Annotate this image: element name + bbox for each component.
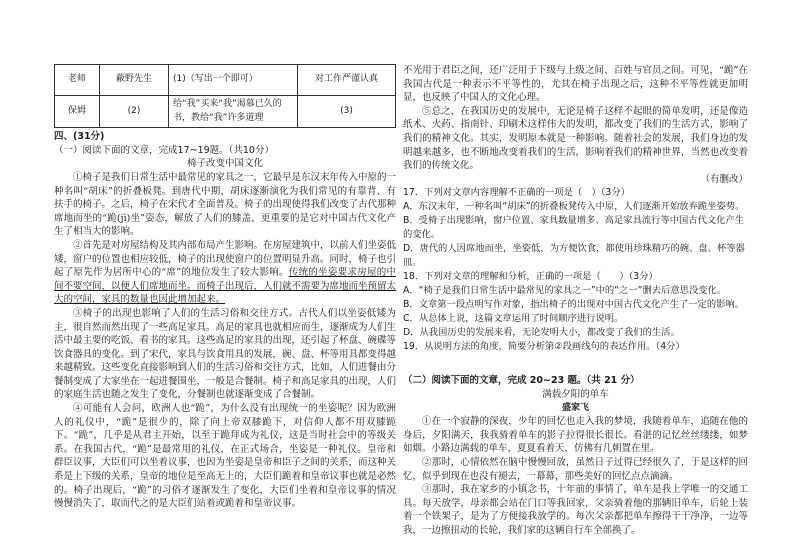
paragraph: ①在一个寂静的深夜，少年的回忆也走入我的梦境，我随着单车，追随在他的身后，夕阳满天，我我骑着单车的影子拉得很长很长。看湛的记忆丝丝缕缕，如梦如烟。小路边满载的单车，夏夏看着天，仿佛有几朝置在里。: [403, 416, 748, 455]
article-title: 椅子改变中国文化: [186, 158, 263, 170]
source-note: （有删改）: [700, 173, 748, 185]
table-cell: (3): [298, 96, 396, 128]
question: 19．从说明方法的角度，简要分析第②段画线句的表达作用。（4分）: [403, 341, 685, 353]
left-column: [54, 64, 396, 511]
section-heading: 四、(31分): [54, 131, 105, 143]
underlined-sentence: 传统的坐姿要求房屋的中间不要空间，以便人们席地而坐。而椅子出现后，人们就不需要为席地而坐预留太大的空间，家具的数量也因此增加起来。: [54, 267, 397, 306]
table-cell: 保姆: [55, 96, 100, 128]
table-cell: 老师: [55, 65, 100, 96]
paragraph-text: ②首先是对房屋结构及其内部布局产生影响。在房屋建筑中，以前人们坐姿低矮，窗户的位置也相应较低，椅子的出现使窗户的位置明显升高。同时，椅子也引起了原先作为居所中心的“席”的地位发生了较大影响。: [54, 239, 397, 279]
option: C．从总体上说，这篇文章运用了时间顺序进行说明。: [403, 313, 624, 325]
option: B．受椅子出现影响，窗户位置、家具数量增多、高足家具流行等中国古代文化产生的变化。: [403, 215, 745, 241]
table-cell: (1)（写出一个即可）: [169, 65, 298, 96]
option: D．唐代的人因席地而坐，坐姿低，为方便饮食，都使用珍珠精巧的碗、盘、杯等器皿。: [403, 243, 745, 269]
paragraph: ④可能有人会问，欧洲人也“跪”，为什么没有出现统一的坐姿呢？因为欧洲人的礼仪中，“跪”是很少的，除了向上帝双膝跪下，对信仰人都不用双膝跪下。“跪”，几乎是从君主开始，以至于跪拜成为礼仪，这是当时社会中的等级关系。在我国古代，“跪”是最常用的礼仪，在正式场合，坐姿是一种礼仪。皇帝和群臣议事，大臣们可以坐着议事，也因为坐姿是皇帝和臣子之间的关系，而这种关系是上下级的关系，皇帝的地位是至高无上的，大臣们跪着和皇帝议事也就是必然的。椅子出现后，“跪”的习俗才逐渐发生了变化，大臣们坐着和皇帝议事的情况慢慢消失了，取而代之的是大臣们站着或跪着和皇帝议事。: [54, 403, 397, 510]
character-table: [54, 64, 396, 128]
table-cell: (2): [100, 96, 169, 128]
table-row: [55, 65, 396, 96]
paragraph: [54, 239, 396, 307]
article-author: 盛家飞: [561, 402, 589, 413]
option: D．从我国历史的发展来看，无论发明大小，都改变了我们的生活。: [403, 327, 680, 339]
reading-intro: （二）阅读下面的文章，完成 20~23 题。（共 21 分）: [403, 375, 640, 387]
option: B．文章第一段点明写作对象，指出椅子的出现对中国古代文化产生了一定的影响。: [403, 299, 745, 311]
table-cell: 对工作严谨认真: [298, 65, 396, 96]
paragraph: ①椅子是我们日常生活中最常见的家具之一，它最早是东汉末年传入中原的一种名叫“胡床”的折叠板凳。到唐代中期，胡床逐渐演化为我们常见的有靠背、有扶手的椅子。之后，椅子在宋代才全面普及。椅子的出现使得我们改变了古代那种席地而坐的“跪(jì)坐”姿态，解放了人们的膝盖，更重要的是它对中国古代文化产生了相当大的影响。: [54, 171, 397, 238]
paragraph: ②那时，心情依然在脑中慢慢回放，虽然日子过得已经很久了，于是这样的回忆，似乎到现在也没有褪去，一幕幕，那些美好的回忆点点滴滴。: [403, 456, 748, 482]
option: A．“椅子是我们日常生活中最常见的家具之一”中的“之一”删去后意思没变化。: [403, 285, 727, 297]
table-cell: 给“我”买来“我”渴慕已久的书，教给“我”许多道理: [169, 96, 298, 128]
article-title: 满载夕阳的单车: [542, 388, 609, 400]
option: A．东汉末年，一种名叫“胡床”的折叠板凳传入中原，人们逐渐开始放弃跪坐姿势。: [403, 201, 745, 213]
right-column: [403, 64, 748, 537]
paragraph: 不光用于君臣之间，还广泛用于下级与上级之间、百姓与官员之间。可见，“跪”在我国古代是一种表示不平等性的，尤其在椅子出现之后，这种不平等性就更加明显，也反映了中国人的文化心理。: [403, 65, 748, 104]
table-row: [55, 96, 396, 128]
question: 18．下列对文章的理解和分析，正确的一项是（ ）（3分）: [403, 271, 658, 283]
question: 17．下列对文章内容理解不正确的一项是（ ）（3分）: [403, 187, 630, 199]
reading-intro: （一）阅读下面的文章，完成17~19题。（共10分）: [54, 144, 274, 156]
paragraph: ③椅子的出现也影响了人们的生活习俗和交往方式。古代人们以坐姿低矮为主，很自然而然出现了一些高足家具。高足的家具也就相应而生，逐渐成为人们生活中最主要的吃饭、看书的家具。这些高足的家具的出现，还引起了杯盘、碗碟等饮食器具的变化。到了宋代，家具与饮食用具的发展，碗、盘、杯等用具都变得越来越精致。这些变化直接影响到人们的生活习俗和交往方式，比如，人们进餐由分餐制变成了大家坐在一起进餐围坐，一般是合餐制。椅子和高足家具的出现，人们的家庭生活也随之发生了变化，分餐制也就逐渐变成了合餐制。: [54, 307, 397, 401]
paragraph: ③那时，我在家乡的小镇念书，十年前的事情了，单车是我上学唯一的交通工具。每天放学，母亲都会站在门口等我回家，父亲骑着他的那辆旧单车，后轮上装着一个铁架子，是为了方便接我放学的。每次父亲都把单车擦得干干净净，一边等我，一边擦扭动的长轮，我们家的这辆自行车全部换了。: [403, 484, 748, 536]
paragraph: ⑤总之，在我国历史的发展中，无论是椅子这样不起眼的简单发明，还是像造纸术、火药、指南针、印刷术这样伟大的发明，都改变了我们的生活方式，影响了我们的精神文化。其实，发明原本就是一种影响。随着社会的发展，我们身边的发明越来越多，也不断地改变着我们的生活，影响着我们的精神世界，当然也改变着我们的传统文化。: [403, 105, 748, 172]
table-cell: 蔽野先生: [100, 65, 169, 96]
